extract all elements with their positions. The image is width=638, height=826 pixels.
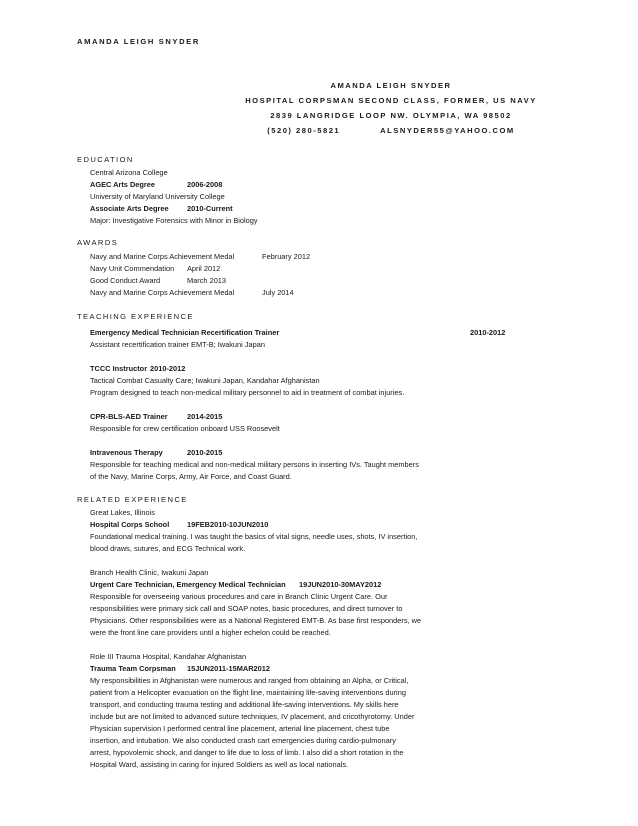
teaching-entry-2-dates: 2010-2012 bbox=[150, 364, 186, 373]
header-address: 2839 LANGRIDGE LOOP NW. OLYMPIA, WA 98502 bbox=[270, 111, 512, 120]
edu-degree-2-dates: 2010-Current bbox=[187, 204, 233, 213]
award-name: Navy Unit Commendation bbox=[90, 264, 175, 273]
related-2-title bbox=[90, 580, 382, 589]
education-heading: EDUCATION bbox=[77, 155, 134, 164]
teaching-entry-4-dates: 2010-2015 bbox=[187, 448, 223, 457]
teaching-entry-2-title bbox=[90, 364, 186, 373]
award-item bbox=[90, 264, 221, 273]
related-1-location: Great Lakes, Illinois bbox=[90, 508, 155, 517]
edu-degree-1-dates: 2006-2008 bbox=[187, 180, 223, 189]
teaching-entry-3-name: CPR-BLS-AED Trainer bbox=[90, 412, 168, 421]
award-date: February 2012 bbox=[262, 252, 311, 261]
edu-school-1: Central Arizona College bbox=[90, 168, 168, 177]
teaching-entry-2-desc-2: Program designed to teach non-medical military personnel to aid in treatment of combat injuries. bbox=[90, 388, 405, 397]
teaching-entry-4-desc-2: of the Navy, Marine Corps, Army, Air Force, and Coast Guard. bbox=[90, 472, 292, 481]
teaching-entry-1-dates: 2010-2012 bbox=[470, 328, 506, 337]
related-1-dates: 19FEB2010-10JUN2010 bbox=[187, 520, 269, 529]
related-2-dates: 19JUN2010-30MAY2012 bbox=[299, 580, 382, 589]
award-date: April 2012 bbox=[187, 264, 221, 273]
teaching-entry-3-desc: Responsible for crew certification onboard USS Roosevelt bbox=[90, 424, 280, 433]
awards-heading: AWARDS bbox=[77, 238, 119, 247]
related-3-desc-8: Hospital Ward, assisting in caring for injured Soldiers as well as local nationals. bbox=[90, 760, 349, 769]
related-3-desc-1: My responsibilities in Afghanistan were numerous and ranged from obtaining an Alpha, or Critical, bbox=[90, 676, 409, 685]
edu-degree-2 bbox=[90, 204, 233, 213]
award-name: Good Conduct Award bbox=[90, 276, 161, 285]
related-1-desc-2: blood draws, sutures, and ECG Technical work. bbox=[90, 544, 246, 553]
related-3-desc-2: patient from a Helicopter evacuation on the flight line, maintaining life-saving interventions during bbox=[90, 688, 406, 697]
related-3-desc-6: insertion, and intubation. We also conducted crash cart emergencies during cardio-pulmonary bbox=[90, 736, 396, 745]
teaching-entry-4-title bbox=[90, 448, 223, 457]
edu-degree-2-name: Associate Arts Degree bbox=[90, 204, 169, 213]
related-2-desc-3: Physicians. Other responsibilities were as a National Registered EMT-B. As base first responders, we bbox=[90, 616, 422, 625]
award-name: Navy and Marine Corps Achievement Medal bbox=[90, 252, 235, 261]
related-heading: RELATED EXPERIENCE bbox=[77, 495, 188, 504]
running-header: AMANDA LEIGH SNYDER bbox=[77, 37, 200, 46]
award-date: July 2014 bbox=[262, 288, 294, 297]
related-3-desc-5: Physician supervision I performed central line placement, arterial line placement, chest tube bbox=[90, 724, 390, 733]
teaching-entry-3-dates: 2014-2015 bbox=[187, 412, 223, 421]
teaching-entry-1-desc: Assistant recertification trainer EMT-B; Iwakuni Japan bbox=[90, 340, 265, 349]
related-2-desc-2: responsibilities were primary sick call and SOAP notes, basic procedures, and direct turnover to bbox=[90, 604, 403, 613]
award-item bbox=[90, 252, 311, 261]
related-3-location: Role III Trauma Hospital, Kandahar Afghanistan bbox=[90, 652, 247, 661]
edu-degree-1-name: AGEC Arts Degree bbox=[90, 180, 156, 189]
header-email: ALSNYDER55@YAHOO.COM bbox=[380, 126, 515, 135]
related-3-dates: 15JUN2011-15MAR2012 bbox=[187, 664, 270, 673]
related-1-name: Hospital Corps School bbox=[90, 520, 170, 529]
teaching-entry-2-name: TCCC Instructor bbox=[90, 364, 148, 373]
award-item bbox=[90, 288, 294, 297]
teaching-entry-3-title bbox=[90, 412, 223, 421]
award-name: Navy and Marine Corps Achievement Medal bbox=[90, 288, 235, 297]
award-item bbox=[90, 276, 227, 285]
header-contact bbox=[160, 126, 622, 135]
edu-degree-1 bbox=[90, 180, 223, 189]
related-2-desc-4: were the front line care providers until a higher echelon could be reached. bbox=[90, 628, 331, 637]
related-3-desc-4: include but are not limited to advanced suture techniques, IV placement, and cricothyrotomy. Under bbox=[90, 712, 415, 721]
related-2-name: Urgent Care Technician, Emergency Medical Technician bbox=[90, 580, 286, 589]
header-name: AMANDA LEIGH SNYDER bbox=[330, 81, 452, 90]
related-1-desc-1: Foundational medical training. I was taught the basics of vital signs, needle uses, shots, IV insertion, bbox=[90, 532, 418, 541]
related-1-title bbox=[90, 520, 269, 529]
related-2-desc-1: Responsible for overseeing various procedures and care in Branch Clinic Urgent Care. Our bbox=[90, 592, 388, 601]
teaching-entry-2-desc-1: Tactical Combat Casualty Care; Iwakuni Japan, Kandahar Afghanistan bbox=[90, 376, 320, 385]
teaching-heading: TEACHING EXPERIENCE bbox=[77, 312, 194, 321]
teaching-entry-4-desc-1: Responsible for teaching medical and non-medical military persons in inserting IVs. Taught members bbox=[90, 460, 419, 469]
related-3-title bbox=[90, 664, 270, 673]
teaching-entry-1-title: Emergency Medical Technician Recertification Trainer bbox=[90, 328, 280, 337]
teaching-entry-4-name: Intravenous Therapy bbox=[90, 448, 163, 457]
related-2-location: Branch Health Clinic, Iwakuni Japan bbox=[90, 568, 209, 577]
header-title: HOSPITAL CORPSMAN SECOND CLASS, FORMER, US NAVY bbox=[245, 96, 537, 105]
related-3-desc-3: transport, and conducting trauma testing and additional life-saving interventions. My skills here bbox=[90, 700, 399, 709]
related-3-desc-7: arrest, hypovolemic shock, and danger to life due to loss of limb. I also did a short rotation in the bbox=[90, 748, 404, 757]
related-3-name: Trauma Team Corpsman bbox=[90, 664, 176, 673]
edu-major: Major: Investigative Forensics with Minor in Biology bbox=[90, 216, 258, 225]
edu-school-2: University of Maryland University College bbox=[90, 192, 225, 201]
header-phone: (520) 280-5821 bbox=[267, 126, 341, 135]
award-date: March 2013 bbox=[187, 276, 227, 285]
